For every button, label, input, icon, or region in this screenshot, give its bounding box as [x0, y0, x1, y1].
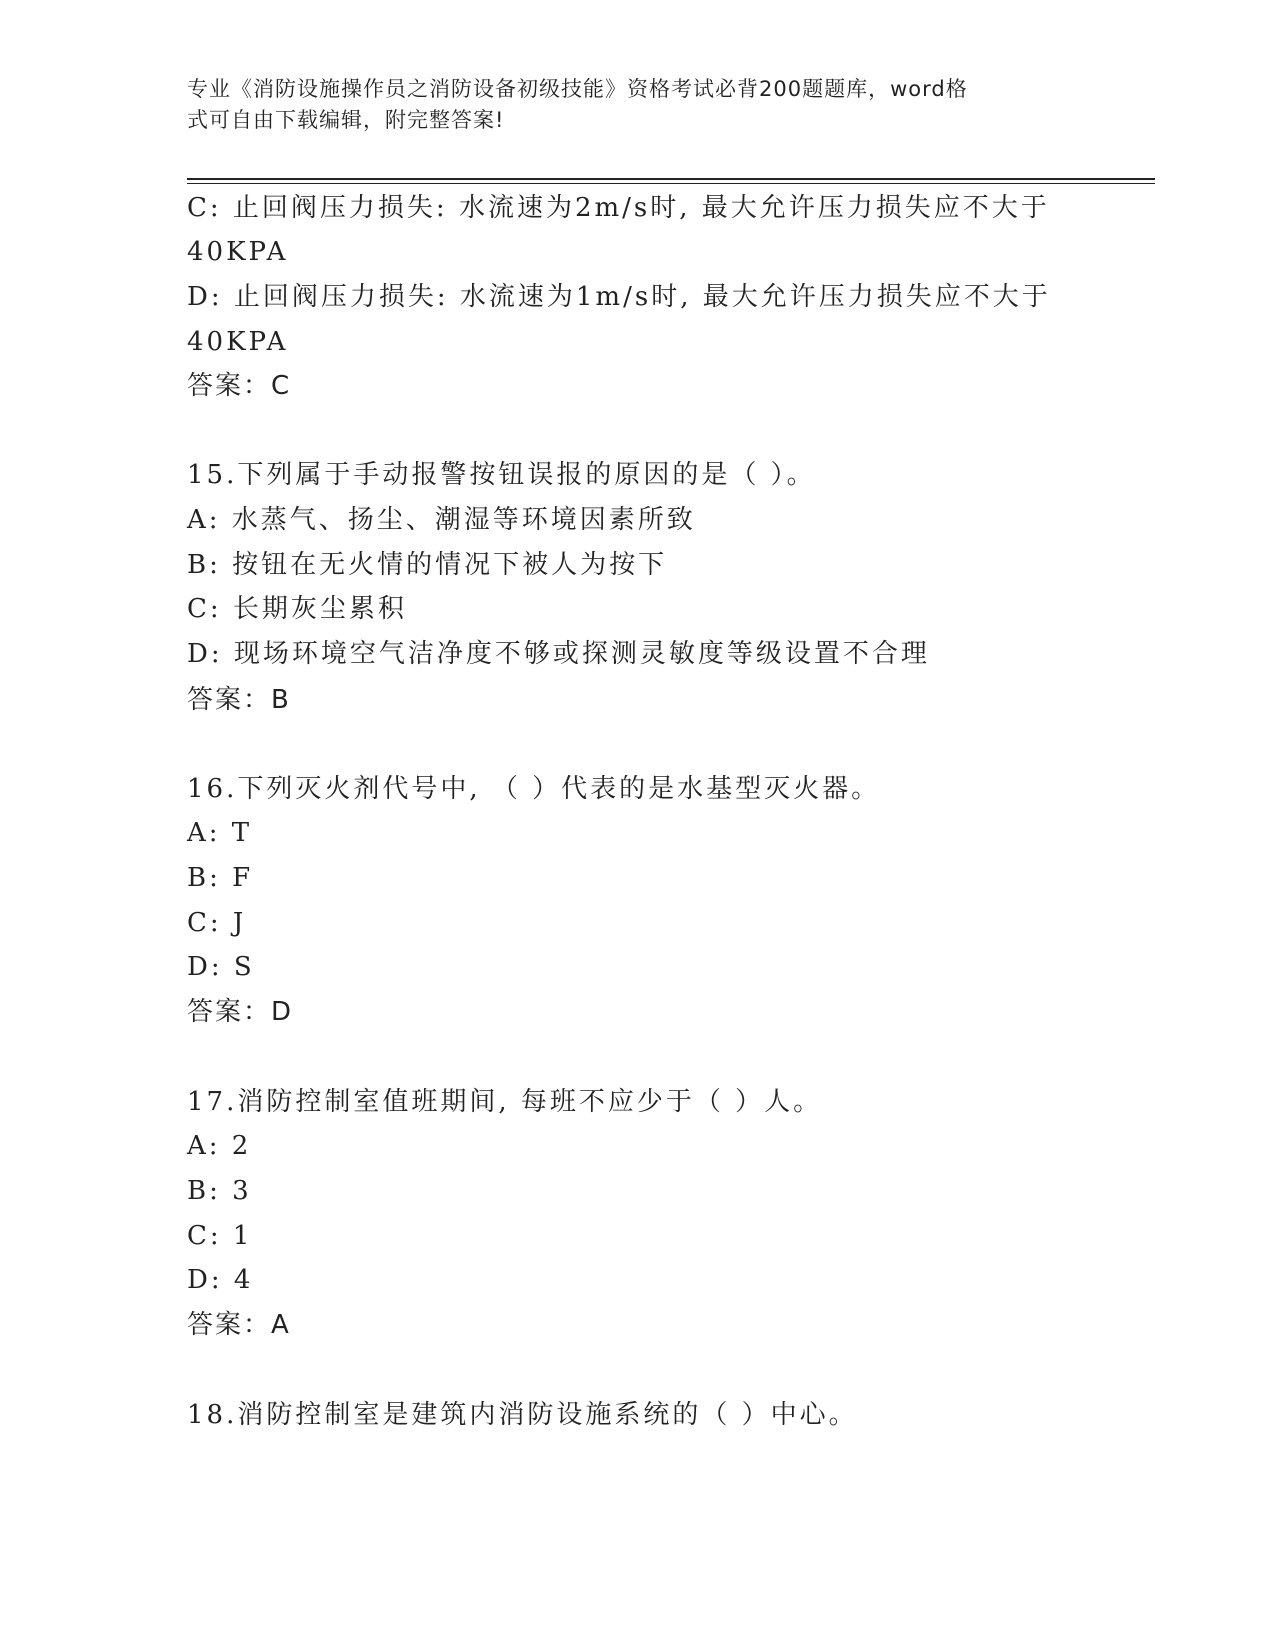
- question-16-stem: 16.下列灭火剂代号中, （ ）代表的是水基型灭火器。: [187, 774, 881, 804]
- question-18-stem: 18.消防控制室是建筑内消防设施系统的（ ）中心。: [187, 1400, 858, 1430]
- answer-16: 答案：D: [187, 997, 294, 1027]
- option-c-line-1: C: 止回阀压力损失: 水流速为2m/s时, 最大允许压力损失应不大于: [187, 193, 1050, 223]
- question-16-option-d: D: S: [187, 952, 255, 982]
- question-17-option-b: B: 3: [187, 1176, 252, 1206]
- answer-14: 答案：C: [187, 371, 292, 401]
- question-15-option-d: D: 现场环境空气洁净度不够或探测灵敏度等级设置不合理: [187, 639, 930, 669]
- question-15-option-c: C: 长期灰尘累积: [187, 594, 407, 624]
- question-15-stem: 15.下列属于手动报警按钮误报的原因的是（ ）。: [187, 460, 816, 490]
- header-divider-thick: [187, 178, 1155, 180]
- option-d-line-2: 40KPA: [187, 327, 289, 357]
- question-17-option-c: C: 1: [187, 1221, 253, 1251]
- option-c-line-2: 40KPA: [187, 237, 289, 267]
- question-16-option-a: A: T: [187, 818, 253, 848]
- question-16-option-c: C: J: [187, 908, 247, 938]
- header-line-2: 式可自由下载编辑，附完整答案!: [187, 108, 505, 132]
- answer-17: 答案：A: [187, 1310, 291, 1340]
- answer-15: 答案：B: [187, 685, 291, 715]
- document-header: [187, 74, 1067, 136]
- question-16-option-b: B: F: [187, 863, 254, 893]
- question-15-option-a: A: 水蒸气、扬尘、潮湿等环境因素所致: [187, 505, 696, 535]
- option-d-line-1: D: 止回阀压力损失: 水流速为1m/s时, 最大允许压力损失应不大于: [187, 282, 1051, 312]
- question-17-option-d: D: 4: [187, 1265, 254, 1295]
- question-17-stem: 17.消防控制室值班期间, 每班不应少于（ ）人。: [187, 1087, 823, 1117]
- question-15-option-b: B: 按钮在无火情的情况下被人为按下: [187, 550, 668, 580]
- question-17-option-a: A: 2: [187, 1131, 252, 1161]
- header-line-1: 专业《消防设施操作员之消防设备初级技能》资格考试必背200题题库，word格: [187, 77, 968, 101]
- header-divider-thin: [187, 183, 1155, 184]
